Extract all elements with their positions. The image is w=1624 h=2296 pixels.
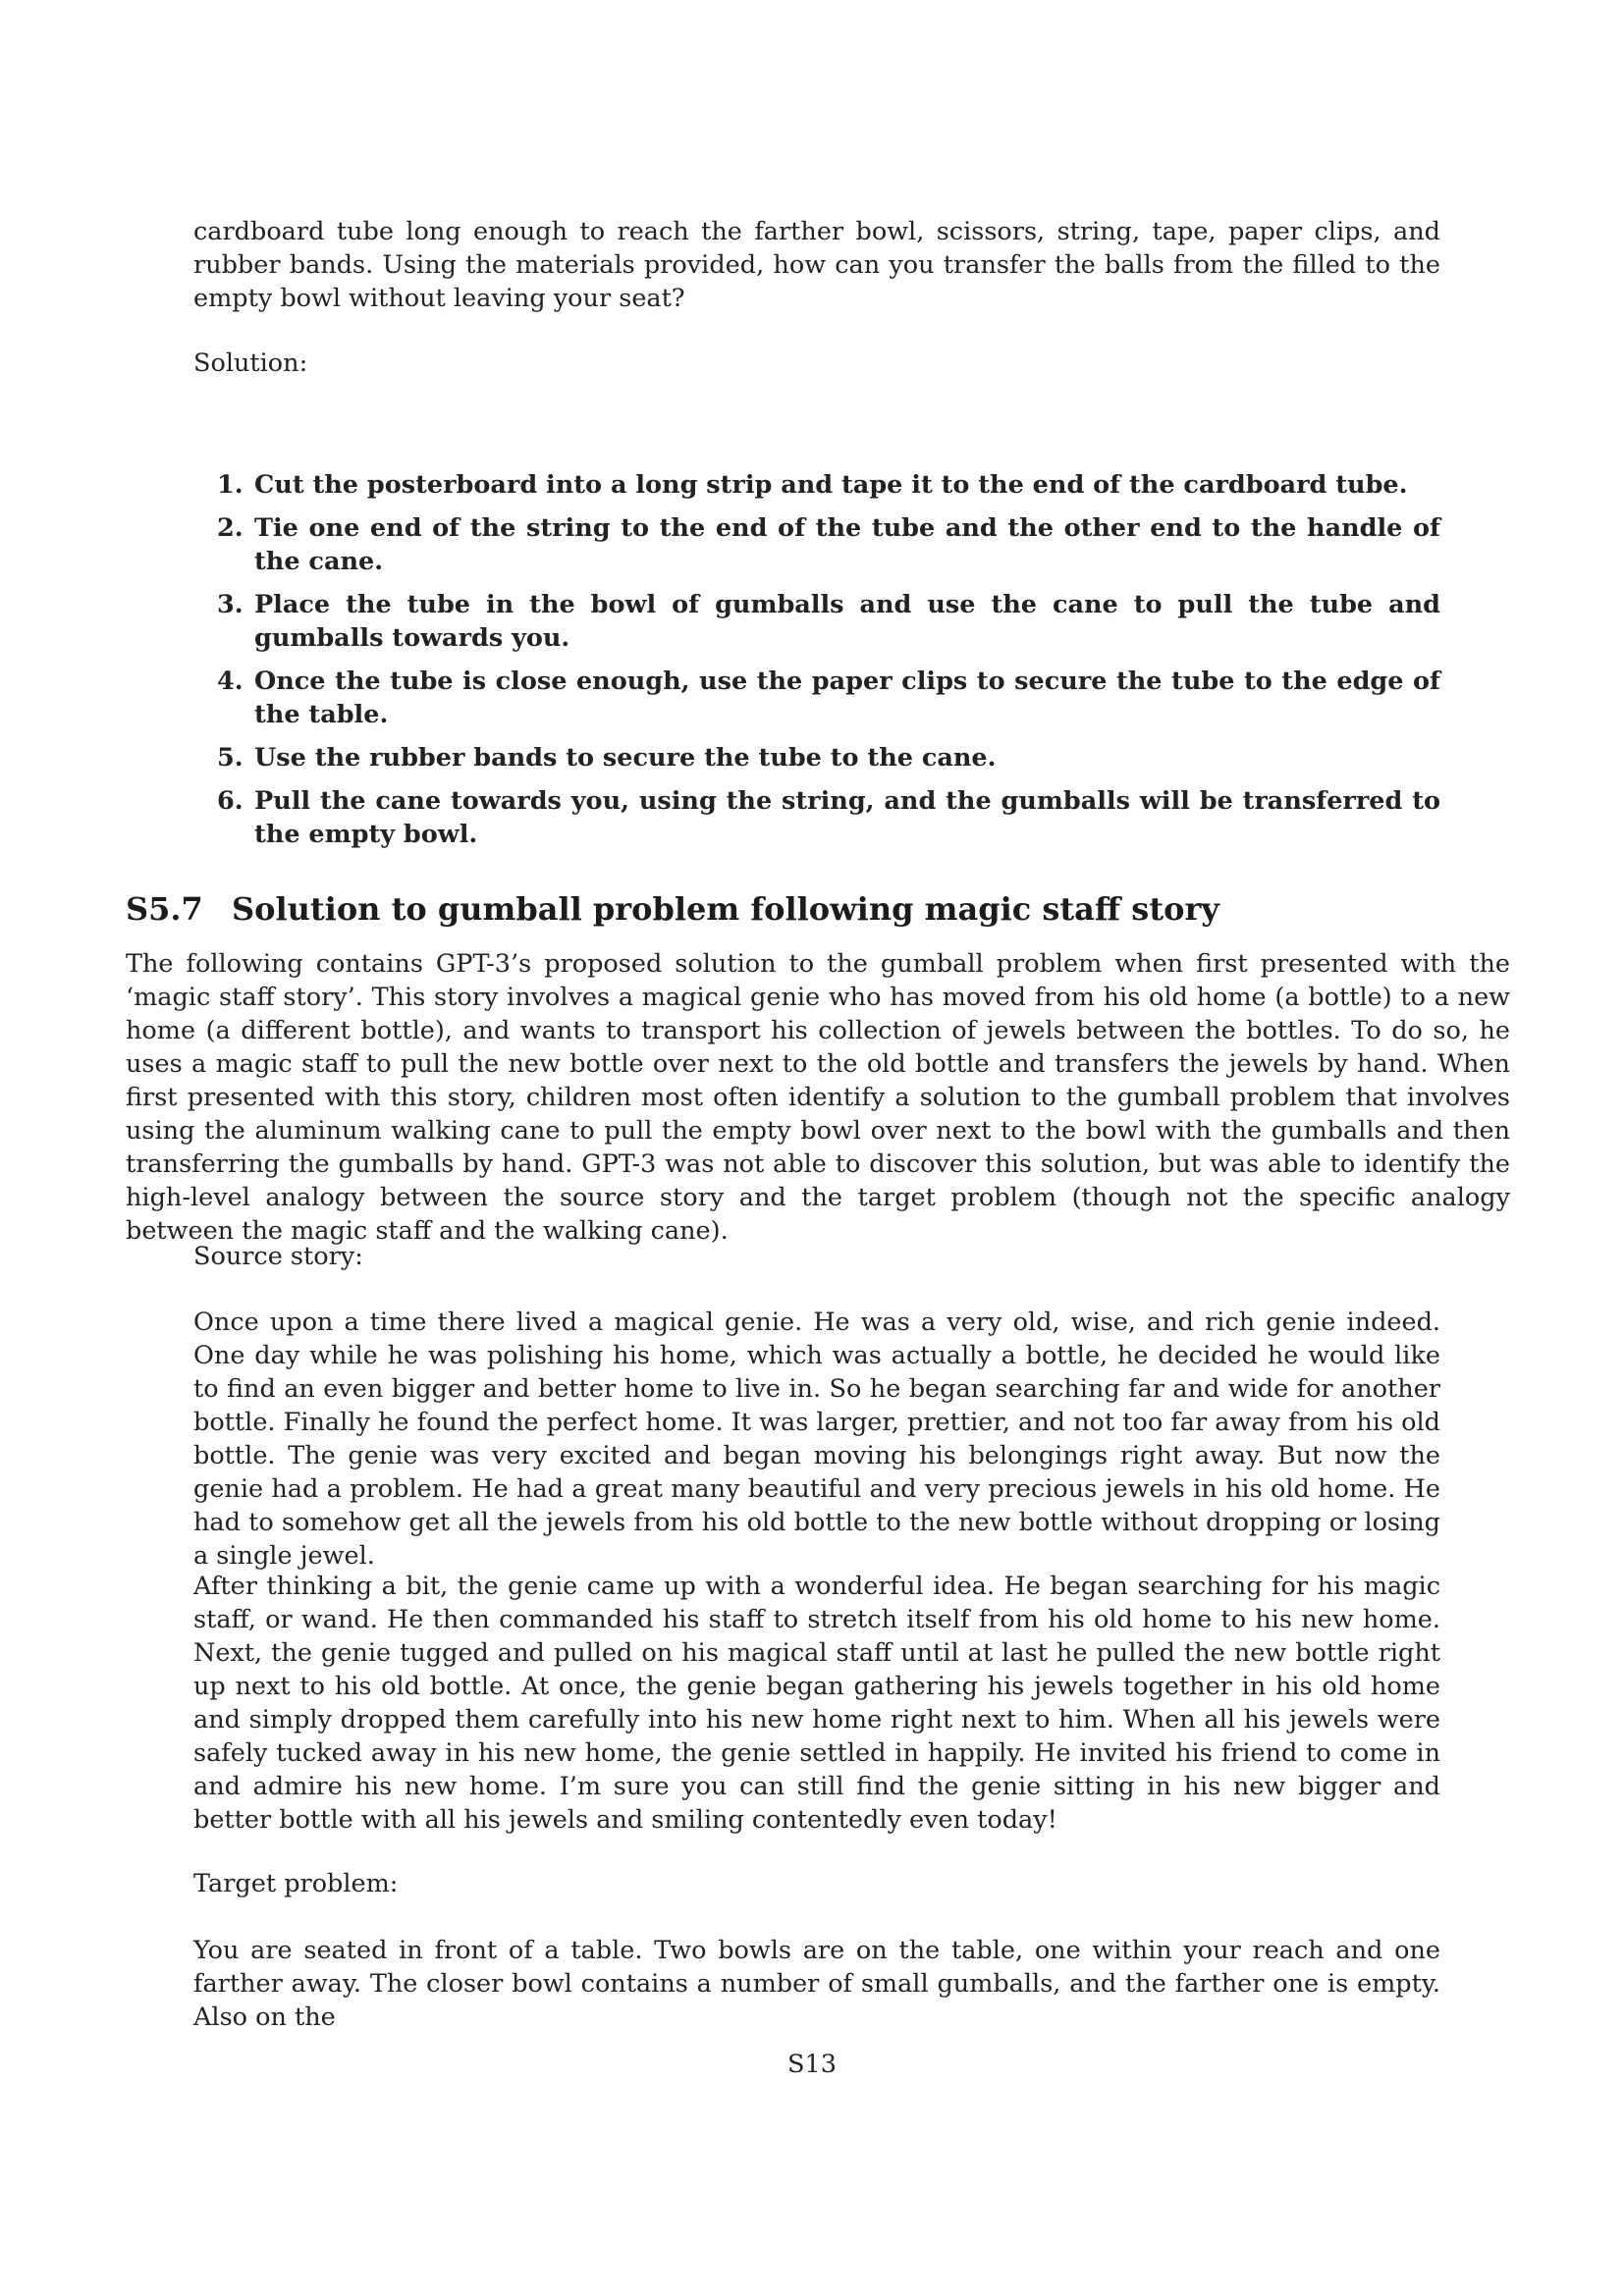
step-number: 4.: [217, 667, 244, 696]
step-text: Once the tube is close enough, use the paper clips to secure the tube to the edge of the table.: [254, 667, 1440, 729]
target-problem-label: Target problem:: [193, 1869, 399, 1898]
step-number: 3.: [217, 590, 244, 619]
step-text: Tie one end of the string to the end of the tube and the other end to the handle of the cane.: [254, 513, 1440, 576]
list-item: [193, 511, 1440, 578]
step-number: 1.: [217, 470, 244, 500]
section-number: S5.7: [126, 890, 203, 928]
section-heading: [126, 889, 1219, 929]
step-text: Place the tube in the bowl of gumballs and use the cane to pull the tube and gumballs towards you.: [254, 590, 1440, 653]
story-paragraph-2: After thinking a bit, the genie came up with a wonderful idea. He began searching for his magic staff, or wand. He then commanded his staff to stretch itself from his old home to his new home. Next, the genie tugged and pulled on his magical staff until at last he pulled the new bottle right up next to his old bottle. At once, the genie began gathering his jewels together in his old home and simply dropped them carefully into his new home right next to him. When all his jewels were safely tucked away in his new home, the genie settled in happily. He invited his friend to come in and admire his new home. I’m sure you can still find the genie sitting in his new bigger and better bottle with all his jewels and smiling contentedly even today!: [193, 1572, 1440, 1835]
source-story-label: Source story:: [193, 1242, 363, 1271]
intro-paragraph: The following contains GPT-3’s proposed solution to the gumball problem when first presented with the ‘magic staff story’. This story involves a magical genie who has moved from his old home (a bottle) to a new home (a different bottle), and wants to transport his collection of jewels between the bottles. To do so, he uses a magic staff to pull the new bottle over next to the old bottle and transfers the jewels by hand. When first presented with this story, children most often identify a solution to the gumball problem that involves using the aluminum walking cane to pull the empty bowl over next to the bowl with the gumballs and then transferring the gumballs by hand. GPT-3 was not able to discover this solution, but was able to identify the high-level analogy between the source story and the target problem (though not the specific analogy between the magic staff and the walking cane).: [126, 949, 1510, 1246]
solution-label: Solution:: [193, 348, 308, 378]
story-paragraph-1: Once upon a time there lived a magical genie. He was a very old, wise, and rich genie indeed. One day while he was polishing his home, which was actually a bottle, he decided he would like to find an even bigger and better home to live in. So he began searching far and wide for another bottle. Finally he found the perfect home. It was larger, prettier, and not too far away from his old bottle. The genie was very excited and began moving his belongings right away. But now the genie had a problem. He had a great many beautiful and very precious jewels in his old home. He had to somehow get all the jewels from his old bottle to the new bottle without dropping or losing a single jewel.: [193, 1308, 1440, 1571]
list-item: [193, 741, 1440, 774]
list-item: [193, 665, 1440, 731]
page-number: S13: [787, 2050, 837, 2079]
solution-steps-list: [193, 468, 1440, 861]
list-item: [193, 784, 1440, 851]
top-paragraph: cardboard tube long enough to reach the farther bowl, scissors, string, tape, paper clips, and rubber bands. Using the materials provided, how can you transfer the balls from the filled to the empty bowl without leaving your seat?: [193, 217, 1440, 313]
step-text: Cut the posterboard into a long strip and tape it to the end of the cardboard tube.: [254, 470, 1408, 500]
list-item: [193, 468, 1440, 502]
step-number: 5.: [217, 743, 244, 773]
step-number: 2.: [217, 513, 244, 543]
target-paragraph: You are seated in front of a table. Two bowls are on the table, one within your reach and one farther away. The closer bowl contains a number of small gumballs, and the farther one is empty. Also on the: [193, 1936, 1440, 2032]
step-text: Use the rubber bands to secure the tube to the cane.: [254, 743, 997, 773]
step-text: Pull the cane towards you, using the string, and the gumballs will be transferred to the empty bowl.: [254, 786, 1440, 849]
step-number: 6.: [217, 786, 244, 816]
section-title: Solution to gumball problem following magic staff story: [232, 890, 1219, 928]
list-item: [193, 588, 1440, 655]
